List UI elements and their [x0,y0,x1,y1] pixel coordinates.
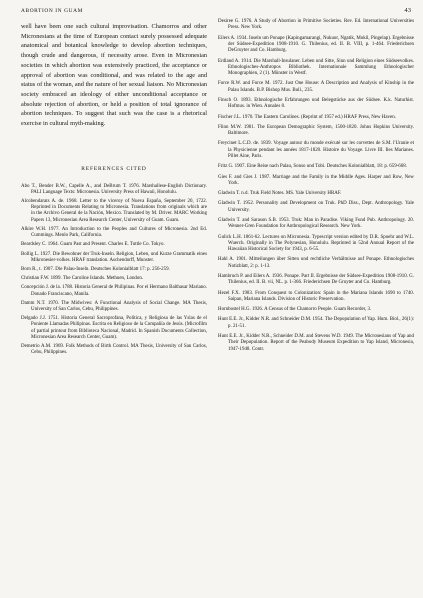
reference-entry: Born R., t. 1907. Die Palau-Inseln. Deutsches Kolonialblatt 17: p. 256-259. [21,266,170,272]
left-column [21,22,207,359]
reference-entry: Gladwin T. and Sarason S.B. 1953. Truk: Man in Paradise. Viking Fund Pub. Anthropology. 20. Wenner-Gren Foundation for Anthropological Research. New York. [218,217,414,230]
reference-entry: Beardsley C. 1964. Guam Past and Present. Charles E. Tuttle Co. Tokyo. [21,242,165,248]
references-heading: REFERENCES CITED [81,165,147,172]
reference-entry: Freycinet L.C.D. de. 1839. Voyage autour du monde exécuté sur les corvettes de S.M. l'Uranie et la Physicienne pendant les années 1817-1820. Histoire du Voyage. Livre III. Iles Marianes. Pillet Aine, Paris. [218,141,414,160]
reference-entry: Abo T., Bender B.W., Capelle A., and DeBrum T. 1976. Marshallese-English Dictionary. PALI Language Texts: Micronesia. University Press of Hawaii, Honolulu. [21,183,207,195]
reference-entry: Erdland A. 1914. Die Marshall-Insulaner. Leben und Sitte, Sinn und Religion eines Südseevolkes. Ethnologisches-Anthropos Bibliothek. Internationale Sammlung Ethnologischer Monographien, 2 (1). Münster in Westf. [218,58,414,77]
reference-entry: Alkire W.H. 1977. An Introduction to the Peoples and Cultures of Micronesia. 2nd Ed. Cummings. Menlo Park, California. [21,226,207,239]
reference-entry: Desiree G. 1976. A Study of Abortion in Primitive Societies. Rev. Ed. International Universities Press. New York. [218,19,414,31]
reference-entry: Alcobendarats A. de. 1968. Letter to the viceroy of Nueva España, September 20, 1722. Reprinted in Documents Relating to Micronesia. Translations from originals which are in the Archivo General de la Nación, Mexico. Translated by M. Driver. MARC Working Papers 13, Micronesian Area Research Center, University of Guam. Guam. [21,199,207,223]
reference-entry: Flinn M.W. 1981. The European Demographic System, 1500-1820. Johns Hopkins University. Baltimore. [218,124,414,137]
reference-entry: Gies F. and Gies J. 1987. Marriage and the Family in the Middle Ages. Harper and Row, New York. [218,174,414,186]
reference-entry: Finsch O. 1893. Ethnologische Erfahrungen und Belegstücke aus der Südsee. K.k. Naturhist. Hofmus. in Wien. Annales 8. [218,98,414,110]
reference-entry: Hambruch P. and Eilers A. 1936. Ponape. Part II. Ergebnisse der Südsee-Expedition 1908-1910. G. Thilenius, ed. II. B. vii, NL. p. 1-366. Friederichsen De Gruyter and Co. Hamburg. [218,274,414,286]
body-paragraph: well have been one such cultural improvisation. Chamorros and other Micronesians at the time of European contact surely possessed adequate anatomical and botanical knowledge to develop abortion techniques, though crude and dangerous, if necessity arose. Even in Micronesian societies in which abortion was extensively practiced, the acceptance or approval of abortion was conditional, and was related to the age and status of the woman, and the nature of her sexual liaison. No Micronesian society embraced an ideology of either unconditional acceptance or absolute rejection of abortion, or held a position of total ignorance of abortion techniques. To suggest that such was the case is a rhetorical exercise in cultural myth-making. [21,23,207,128]
reference-entry: Hezel F.X. 1983. From Conquest to Colonization: Spain in the Mariana Islands 1690 to 1740. Saipan, Mariana Islands. Division of Historic Preservation. [218,290,414,302]
reference-entry: Damm N.T. 1970. The Midwives: A Functional Analysis of Social Change. MA Thesis, University of San Carlos, Cebu, Philippines. [21,300,207,312]
reference-entry: Gladwin T. 1952. Personality and Development on Truk. PhD Diss., Dept. Anthropology. Yale University. [218,201,414,213]
references-list-right [218,19,414,353]
reference-entry: Demetrio A.M. 1969. Folk Methods of Birth Control. MA Thesis, University of San Carlos, Cebu, Philippines. [21,343,207,356]
reference-entry: Eilers A. 1934. Inseln um Ponape (Kapingamarangi, Nukuor, Ngatik, Mokil, Pingelap). Ergebnisse der Südsee-Expedition 1908-1910. G. Thilenius, ed. II. B. VIII, p. 1-464. Friederichsen DeGruyter and Co. Hamburg. [218,35,414,54]
page-number: 43 [404,7,411,14]
reference-entry: Force R.W. and Force M. 1972. Just One House: A Description and Analysis of Kinship in the Palau Islands. B.P. Bishop Mus. Bull., 235. [218,81,414,93]
reference-entry: Hornbostel H.G. 1926. A Census of the Chamorro People. Guam Recorder, 3. [218,307,372,313]
reference-entry: Hunt E.E. Jr., Kidder N.R., Schneider D.M. and Stevens W.D. 1949. The Micronesians of Yap and Their Depopulation. Report of the Peabody Museum Expedition to Yap Island, Micronesia, 1947-1948. Contr. [218,333,414,352]
reference-entry: Fischer J.L. 1970. The Eastern Carolines. (Reprint of 1957 ed.) HRAF Press, New Haven. [218,114,396,120]
running-title: ABORTION IN GUAM [21,8,83,14]
reference-entry: Fritz G. 1907. Eine Reise nach Palau, Sonso und Tobi. Deutsches Kolonialblatt, 18: p. 659-668. [218,164,407,170]
reference-entry: Hunt E.E. Jr., Kidder N.R. and Schneider D.M. 1954. The Depopulation of Yap. Hum. Biol., 26(1): p. 21-51. [218,317,414,329]
reference-entry: Concepción J. de la. 1788. Historia General de Philipinas. Por el Hermano Balthasar Mariano. Donado Franciscano, Manila. [21,285,207,297]
reference-entry: Bollig L. 1927. Die Bewohner der Truk-Inseln. Religion, Leben, und Kurze Grammatik eines Mikronesier-volkes. HRAF translation. Aschendorff, Munster. [21,251,207,263]
right-column [218,19,414,357]
reference-entry: Gulick L.H. 1861-62. Lectures on Micronesia. Typescript version edited by D.R. Spoehr and W.L. Wuerch. Originally in The Polynesian, Honolulu. Reprinted in 52nd Annual Report of the Hawaiian Historical Society for 1943, p. 6-55. [218,234,414,253]
reference-entry: Christian F.W. 1899. The Caroline Islands. Methuen, London. [21,276,144,282]
reference-entry: Gladwin T. n.d. Truk Field Notes. MS. Yale University HRAF. [218,191,342,197]
reference-entry: Delgado J.J. 1751. Historia General Sacroprofana, Política, y Religiosa de las Yslas de el Poniente Llamadas Philipinas. Escrita en Religioso de la Compañía de Jesús. (Microfilm of partial printout from Biblioteca Nacional, Madrid. In Spanish Documents Collection, Micronesian Area Research Center, Guam). [21,316,207,340]
references-list-left [21,184,207,357]
reference-entry: Hahl A. 1901. Mitteilungen über Sitten und rechtliche Verhältnisse auf Ponape. Ethnologisches Notizblatt, 2: p. 1-13. [218,257,414,269]
